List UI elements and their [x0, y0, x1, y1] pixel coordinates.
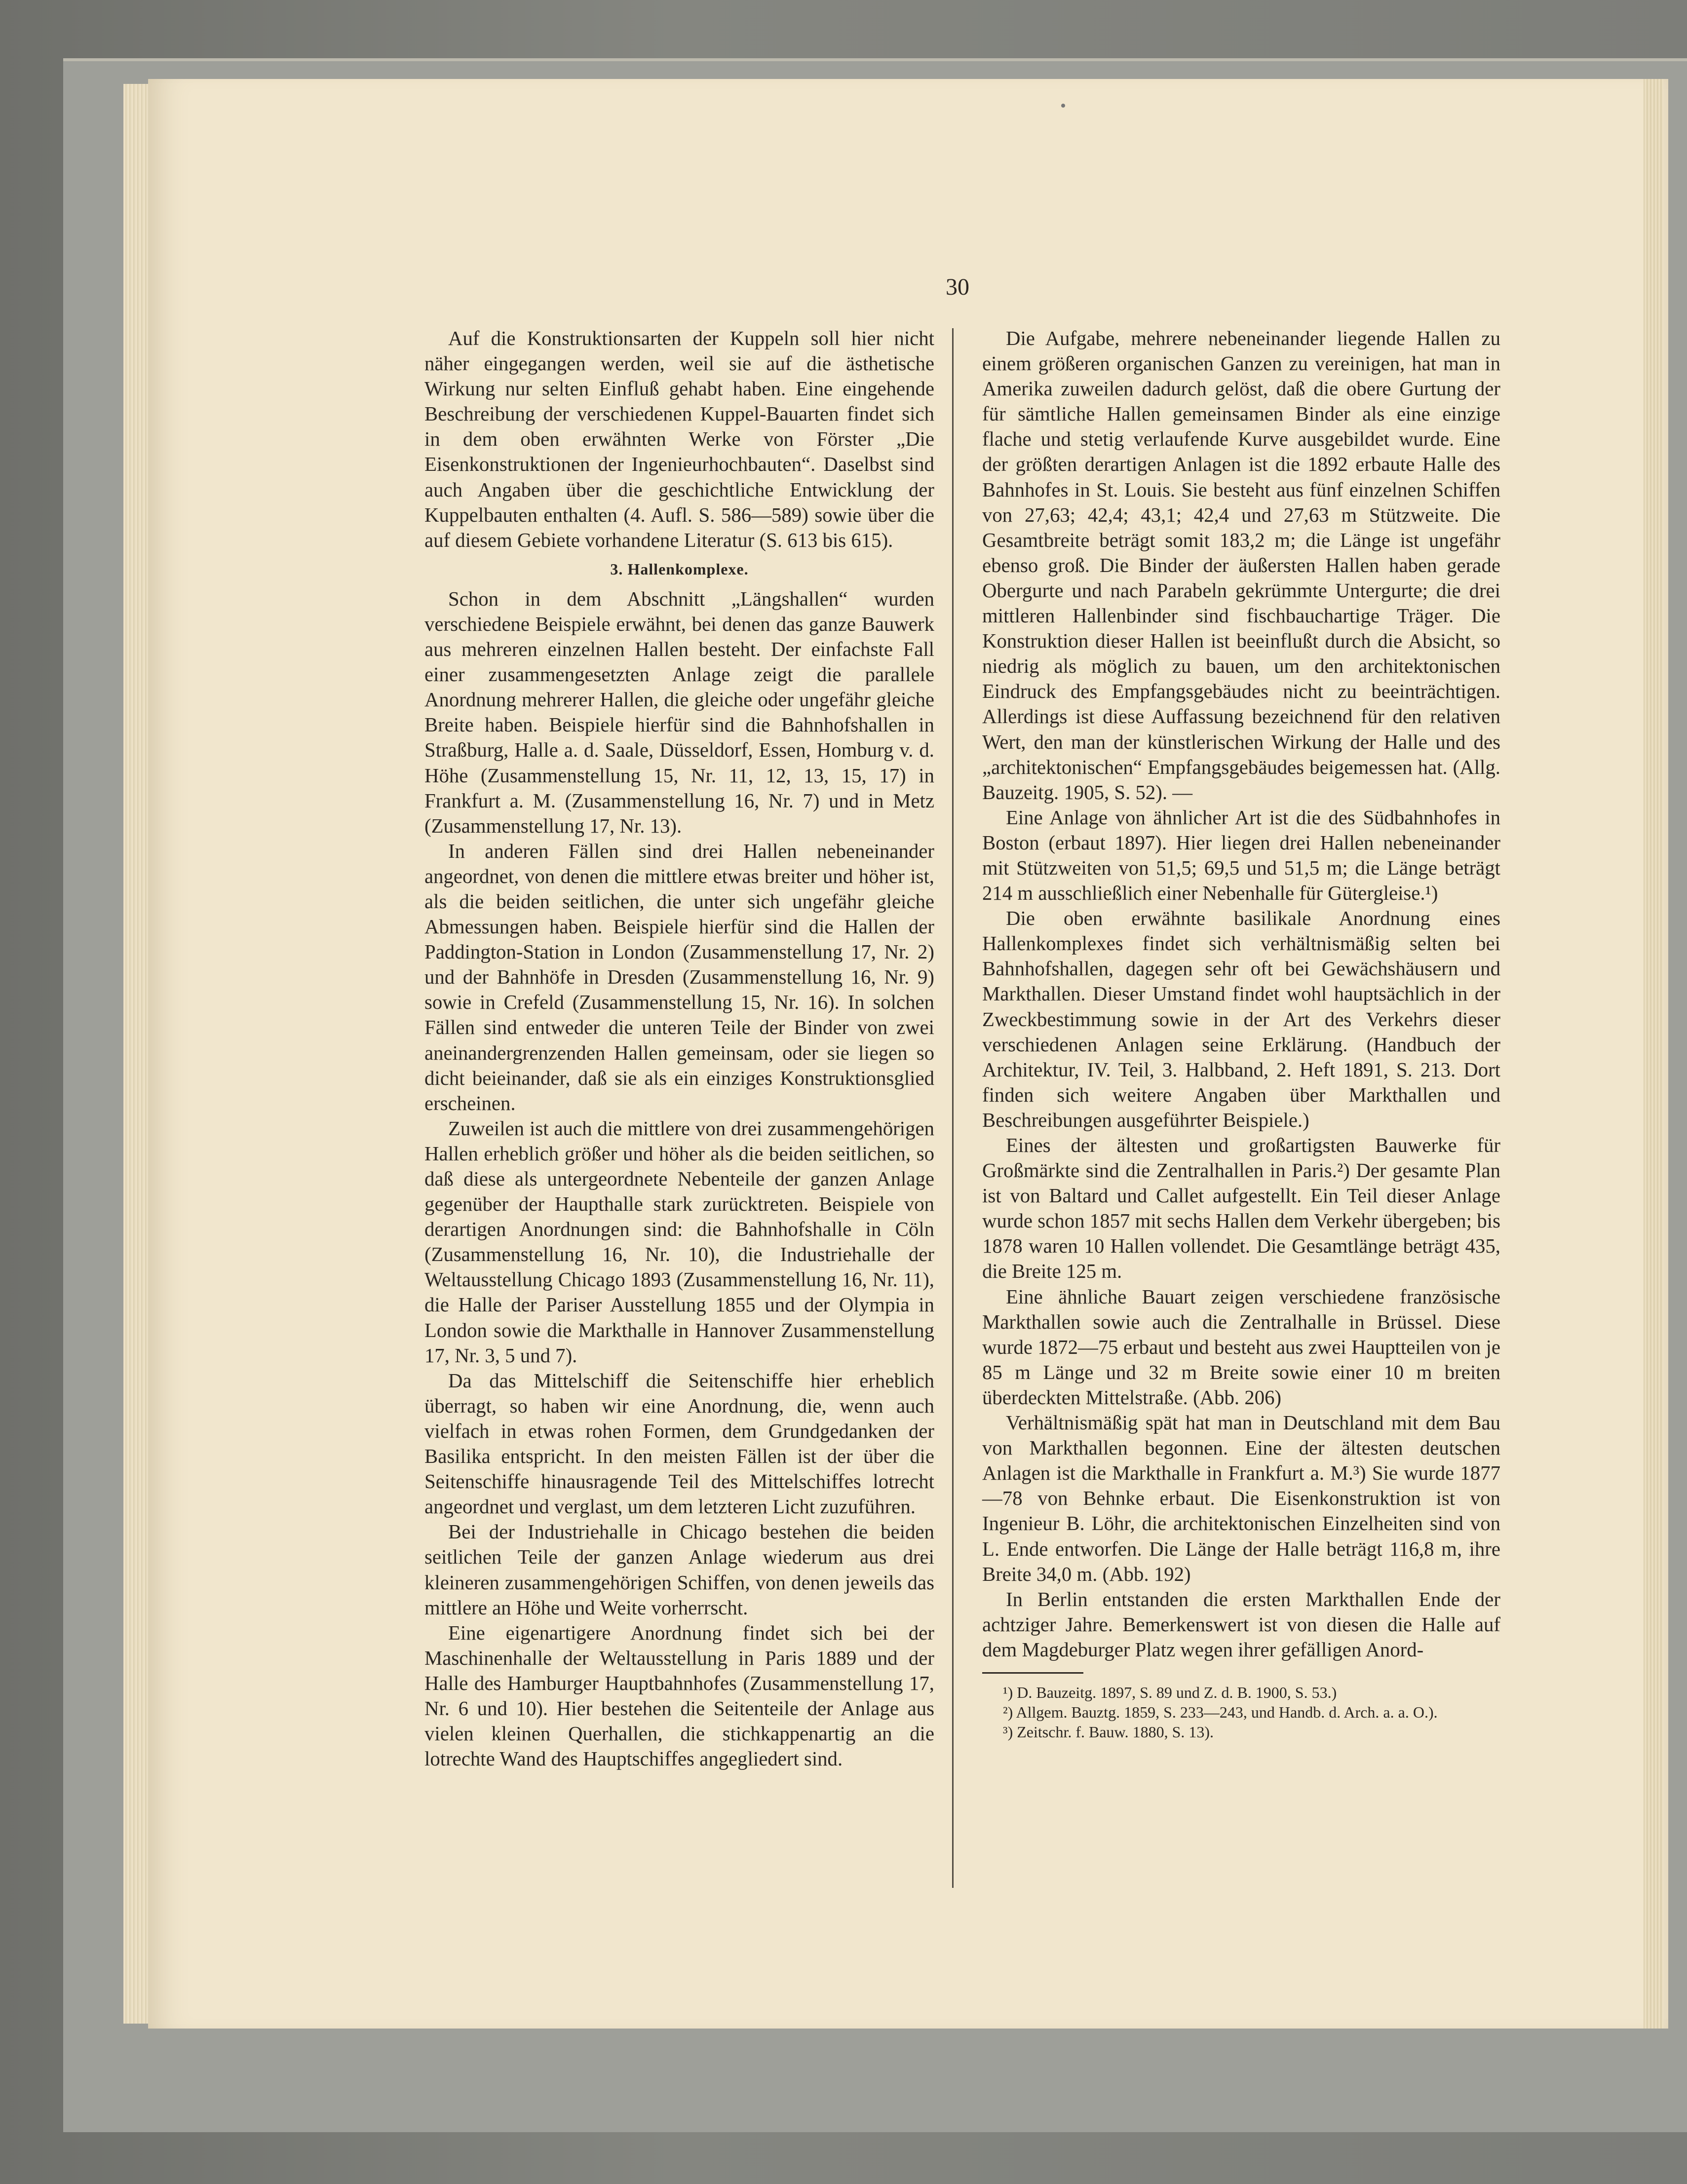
column-divider — [952, 328, 954, 1888]
paragraph: In anderen Fällen sind drei Hallen nebeneinander angeordnet, von denen die mittlere etwas breiter und höher ist, als die beiden seitlichen, die unter sich ungefähr gleiche Abmessungen haben. Beispiele hierfür sind die Hallen der Paddington-Station in London (Zusammenstellung 17, Nr. 2) und der Bahnhöfe in Dresden (Zusammenstellung 16, Nr. 9) sowie in Crefeld (Zusammenstellung 15, Nr. 16). In solchen Fällen sind entweder die unteren Teile der Binder von zwei aneinandergrenzenden Hallen gemeinsam, oder sie liegen so dicht beieinander, daß sie als ein einziges Konstruktionsglied erscheinen. — [424, 840, 934, 1114]
paragraph: Eine Anlage von ähnlicher Art ist die des Südbahnhofes in Boston (erbaut 1897). Hier liegen drei Hallen nebeneinander mit Stützweiten von 51,5; 69,5 und 51,5 m; die Länge beträgt 214 m ausschließlich einer Nebenhalle für Gütergleise.¹) — [982, 806, 1500, 905]
footnote: ¹) D. Bauzeitg. 1897, S. 89 und Z. d. B. 1900, S. 53.) — [1003, 1683, 1337, 1701]
paragraph: Schon in dem Abschnitt „Längshallen“ wurden verschiedene Beispiele erwähnt, bei denen das ganze Bauwerk aus mehreren einzelnen Hallen besteht. Der einfachste Fall einer zusammengesetzten Anlage zeigt die parallele Anordnung mehrerer Hallen, die gleiche oder ungefähr gleiche Breite haben. Beispiele hierfür sind die Bahnhofshallen in Straßburg, Halle a. d. Saale, Düsseldorf, Essen, Homburg v. d. Höhe (Zusammenstellung 15, Nr. 11, 12, 13, 15, 17) in Frankfurt a. M. (Zusammenstellung 16, Nr. 7) und in Metz (Zusammenstellung 17, Nr. 13). — [424, 587, 934, 837]
paragraph: Auf die Konstruktionsarten der Kuppeln soll hier nicht näher eingegangen werden, weil sie auf die ästhetische Wirkung nur selten Einfluß gehabt haben. Eine eingehende Beschreibung der verschiedenen Kuppel-Bauarten findet sich in dem oben erwähnten Werke von Förster „Die Eisenkonstruktionen der Ingenieurhochbauten“. Daselbst sind auch Angaben über die geschichtliche Entwicklung der Kuppelbauten enthalten (4. Aufl. S. 586—589) sowie über die auf diesem Gebiete vorhandene Literatur (S. 613 bis 615). — [424, 327, 934, 551]
cover-edge — [63, 58, 1687, 61]
paragraph: Die Aufgabe, mehrere nebeneinander liegende Hallen zu einem größeren organischen Ganzen zu vereinigen, hat man in Amerika zuweilen dadurch gelöst, daß die obere Gurtung der für sämtliche Hallen gemeinsamen Binder als eine einzige flache und stetig verlaufende Kurve ausgebildet wurde. Eine der größten derartigen Anlagen ist die 1892 erbaute Halle des Bahnhofes in St. Louis. Sie besteht aus fünf einzelnen Schiffen von 27,63; 42,4; 43,1; 42,4 und 27,63 m Stützweite. Die Gesamtbreite beträgt somit 183,2 m; die Länge ist ungefähr ebenso groß. Die Binder der äußersten Hallen haben gerade Obergurte und nach Parabeln gekrümmte Untergurte; die drei mittleren Hallenbinder sind fischbauchartige Träger. Die Konstruktion dieser Hallen ist beeinflußt durch die Absicht, so niedrig als möglich zu bauen, um den architektonischen Eindruck des Empfangsgebäudes nicht zu beeinträchtigen. Allerdings ist diese Auffassung bezeichnend für den relativen Wert, den man der künstlerischen Wirkung der Halle und des „architektonischen“ Empfangsgebäudes beigemessen hat. (Allg. Bauzeitg. 1905, S. 52). — — [982, 327, 1500, 804]
footnote: ³) Zeitschr. f. Bauw. 1880, S. 13). — [1003, 1723, 1214, 1741]
paragraph: Da das Mittelschiff die Seitenschiffe hier erheblich überragt, so haben wir eine Anordnung, die, wenn auch vielfach in etwas rohen Formen, dem Grundgedanken der Basilika entspricht. In den meisten Fällen ist der über die Seitenschiffe hinausragende Teil des Mittelschiffes lotrecht angeordnet und verglast, um dem letzteren Licht zuzuführen. — [424, 1369, 934, 1518]
right-page-edges — [1644, 79, 1663, 2029]
footnote: ²) Allgem. Bauztg. 1859, S. 233—243, und Handb. d. Arch. a. a. O.). — [1003, 1703, 1438, 1721]
left-column — [424, 326, 934, 1771]
paper-speck — [1061, 104, 1065, 108]
paragraph: Die oben erwähnte basilikale Anordnung eines Hallenkomplexes findet sich verhältnismäßig selten bei Bahnhofshallen, dagegen sehr oft bei Gewächshäusern und Markthallen. Dieser Umstand findet wohl hauptsächlich in der Zweckbestimmung sowie in der Art des Verkehrs dieser verschiedenen Anlagen seine Erklärung. (Handbuch der Architektur, IV. Teil, 3. Halbband, 2. Heft 1891, S. 213. Dort finden sich weitere Angaben über Markthallen und Beschreibungen ausgeführter Beispiele.) — [982, 907, 1500, 1131]
paragraph: Eines der ältesten und großartigsten Bauwerke für Großmärkte sind die Zentralhallen in Paris.²) Der gesamte Plan ist von Baltard und Callet aufgestellt. Ein Teil dieser Anlage wurde schon 1857 mit sechs Hallen dem Verkehr übergeben; bis 1878 waren 10 Hallen vollendet. Die Gesamtlänge beträgt 435, die Breite 125 m. — [982, 1134, 1500, 1283]
footnote-rule — [982, 1672, 1083, 1674]
paragraph: In Berlin entstanden die ersten Markthallen Ende der achtziger Jahre. Bemerkenswert ist von diesen die Halle auf dem Magdeburger Platz wegen ihrer gefälligen Anord- — [982, 1588, 1500, 1661]
section-heading: 3. Hallenkomplexe. — [610, 560, 749, 578]
paragraph: Eine ähnliche Bauart zeigen verschiedene französische Markthallen sowie auch die Zentralhalle in Brüssel. Diese wurde 1872—75 erbaut und besteht aus zwei Hauptteilen von je 85 m Länge und 32 m Breite sowie einer 10 m breiten überdeckten Mittelstraße. (Abb. 206) — [982, 1285, 1500, 1409]
paragraph: Eine eigenartigere Anordnung findet sich bei der Maschinenhalle der Weltausstellung in Paris 1889 und der Halle des Hamburger Hauptbahnhofes (Zusammenstellung 17, Nr. 6 und 10). Hier bestehen die Seitenteile der Anlage aus vielen kleinen Querhallen, die stichkappenartig an die lotrechte Wand des Hauptschiffes angegliedert sind. — [424, 1621, 934, 1770]
paragraph: Verhältnismäßig spät hat man in Deutschland mit dem Bau von Markthallen begonnen. Eine der ältesten deutschen Anlagen ist die Markthalle in Frankfurt a. M.³) Sie wurde 1877—78 von Behnke erbaut. Die Eisenkonstruktion ist von Ingenieur B. Löhr, die architektonischen Einzelheiten sind von L. Ende entworfen. Die Länge der Halle beträgt 116,8 m, ihre Breite 34,0 m. (Abb. 192) — [982, 1412, 1500, 1585]
paragraph: Zuweilen ist auch die mittlere von drei zusammengehörigen Hallen erheblich größer und höher als die beiden seitlichen, so daß diese als untergeordnete Nebenteile der ganzen Anlage gegenüber der Haupthalle stark zurücktreten. Beispiele von derartigen Anordnungen sind: die Bahnhofshalle in Cöln (Zusammenstellung 16, Nr. 10), die Industriehalle der Weltausstellung Chicago 1893 (Zusammenstellung 16, Nr. 11), die Halle der Pariser Ausstellung 1855 und der Olympia in London sowie die Markthalle in Hannover Zusammenstellung 17, Nr. 3, 5 und 7). — [424, 1117, 934, 1367]
page-number: 30 — [946, 274, 969, 300]
paragraph: Bei der Industriehalle in Chicago bestehen die beiden seitlichen Teile der ganzen Anlage wiederum aus drei kleineren zusammengehörigen Schiffen, von denen jeweils das mittlere an Höhe und Weite vorherrscht. — [424, 1521, 934, 1619]
right-column — [982, 326, 1500, 1742]
